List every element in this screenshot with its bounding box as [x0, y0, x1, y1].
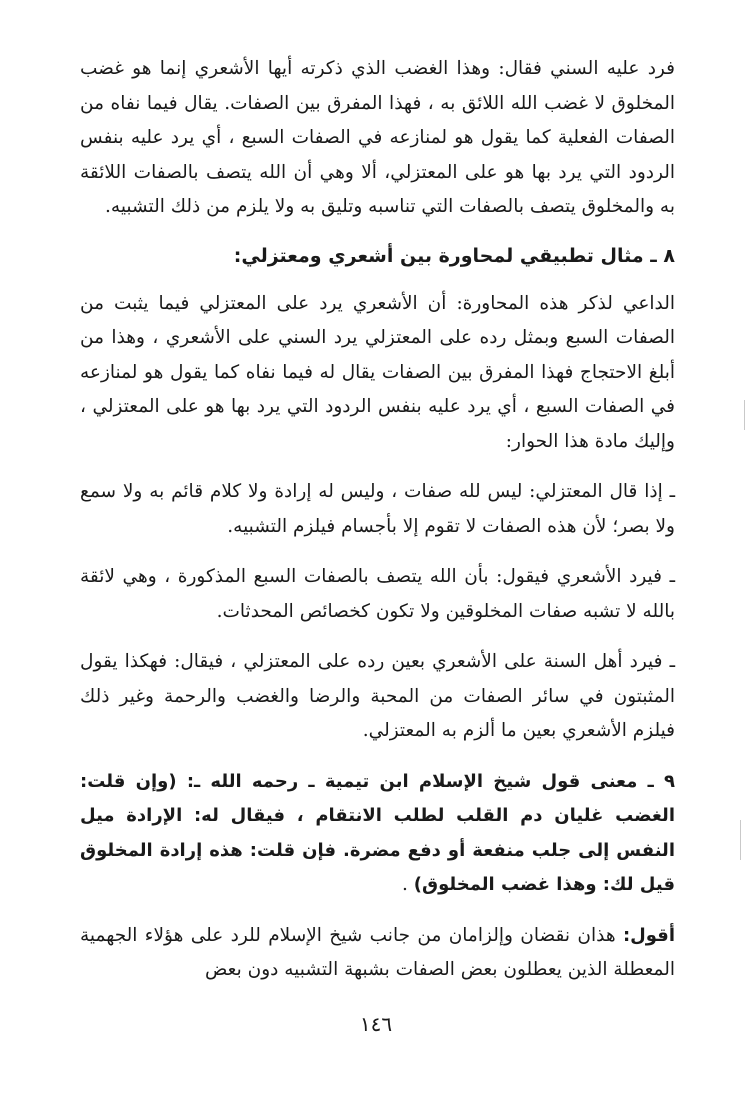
paragraph-mutazili-claim: ـ إذا قال المعتزلي: ليس لله صفات ، وليس له إرادة ولا كلام قائم به ولا سمع ولا بصر؛ لأن هذه الصفات لا تقوم إلا بأجسام فيلزم التشبيه. — [80, 481, 675, 537]
paragraph-ashari-reply: ـ فيرد الأشعري فيقول: بأن الله يتصف بالصفات السبع المذكورة ، وهي لائقة بالله لا تشبه صفات المخلوقين ولا تكون كخصائص المحدثات. — [80, 566, 675, 622]
section-9-tail: . — [402, 874, 414, 895]
section-9-quote: ٩ ـ معنى قول شيخ الإسلام ابن تيمية ـ رحمه الله ـ: (وإن قلت: الغضب غليان دم القلب لطلب الانتقام ، فيقال له: الإرادة ميل النفس إلى جلب منفعة أو دفع مضرة. فإن قلت: هذه إرادة المخلوق قيل لك: وهذا غضب المخلوق) — [80, 770, 675, 895]
scan-mark — [740, 820, 741, 860]
commentary-text: هذان نقضان وإلزامان من جانب شيخ الإسلام للرد على هؤلاء الجهمية المعطلة الذين يعطلون بعض الصفات بشبهة التشبيه دون بعض — [80, 924, 675, 980]
paragraph-dialogue-intro: الداعي لذكر هذه المحاورة: أن الأشعري يرد على المعتزلي فيما يثبت من الصفات السبع وبمثل رده على المعتزلي يرد السني على الأشعري ، وهذا من أبلغ الاحتجاج فهذا المفرق بين الصفات يقال له فيما نفاه كما يقول هو لمنازعه في الصفات السبع ، أي يرد عليه بنفس الردود التي يرد بها هو على المعتزلي ، وإليك مادة هذا الحوار: — [80, 292, 675, 452]
scan-mark — [744, 400, 745, 430]
commentary-label: أقول: — [622, 924, 675, 946]
page-number: ١٤٦ — [359, 1012, 393, 1036]
paragraph-sunni-reply: فرد عليه السني فقال: وهذا الغضب الذي ذكرته أيها الأشعري إنما هو غضب المخلوق لا غضب الله اللائق به ، فهذا المفرق بين الصفات. يقال فيما نفاه من الصفات الفعلية كما يقول هو لمنازعه في الصفات السبع ، أي يرد عليه بنفس الردود التي يرد بها هو على المعتزلي، ألا وهي أن الله يتصف بالصفات اللائقة به والمخلوق يتصف بالصفات التي تناسبه وتليق به ولا يلزم من ذلك التشبيه. — [80, 58, 675, 217]
paragraph-sunni-reply-to-ashari: ـ فيرد أهل السنة على الأشعري بعين رده على المعتزلي ، فيقال: فهكذا يقول المثبتون في سائر الصفات من المحبة والرضا والغضب والرحمة وغير ذلك فيلزم الأشعري بعين ما ألزم به المعتزلي. — [80, 651, 675, 741]
section-heading-8: ٨ ـ مثال تطبيقي لمحاورة بين أشعري ومعتزلي: — [233, 244, 675, 267]
paragraph-section-9 — [80, 765, 675, 903]
page-content — [80, 52, 675, 988]
paragraph-commentary — [80, 919, 675, 988]
